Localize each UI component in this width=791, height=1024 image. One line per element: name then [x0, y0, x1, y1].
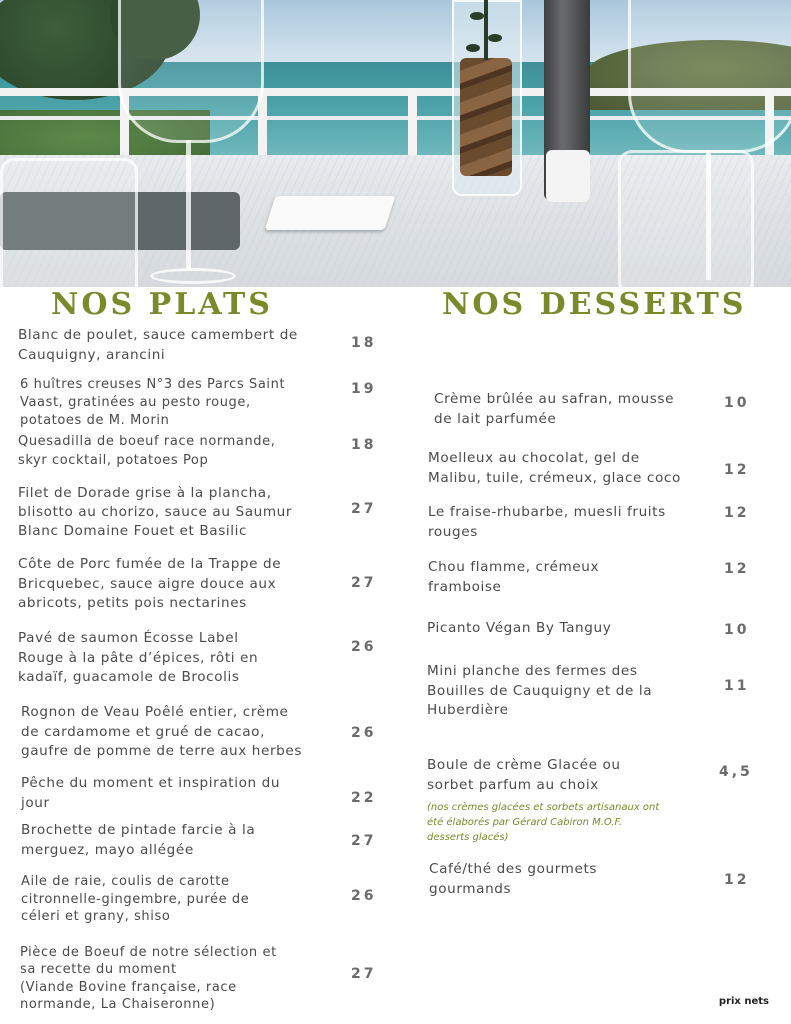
plat-item — [18, 629, 258, 688]
dessert-item — [427, 619, 611, 639]
header-photo — [0, 0, 791, 287]
plat-name: Aile de raie, coulis de carotte citronnelle-gingembre, purée de céleri et grany, shiso — [21, 874, 250, 924]
dessert-name: Crème brûlée au safran, mousse de lait parfumée — [434, 391, 675, 427]
wine-glass — [628, 0, 791, 153]
plat-name: Filet de Dorade grise à la plancha, blisotto au chorizo, sauce au Saumur Blanc Domaine Fouet et Basilic — [18, 485, 293, 539]
plat-price: 27 — [351, 575, 377, 591]
dessert-item — [427, 756, 621, 795]
plat-name: Pavé de saumon Écosse Label Rouge à la pâte d’épices, rôti en kadaïf, guacamole de Brocolis — [18, 630, 259, 686]
plat-name: Pièce de Boeuf de notre sélection et sa recette du moment (Viande Bovine française, race normande, La Chaiseronne) — [20, 945, 277, 1012]
dessert-price: 12 — [724, 872, 750, 888]
dessert-item — [434, 390, 674, 429]
plat-item — [18, 433, 275, 470]
wine-glass — [118, 0, 264, 143]
plat-price: 22 — [351, 790, 377, 806]
dessert-price: 11 — [724, 678, 750, 694]
plat-item — [20, 376, 285, 429]
plat-item — [21, 774, 280, 813]
leaf — [488, 34, 502, 42]
plat-item — [20, 944, 277, 1013]
plat-price: 27 — [351, 833, 377, 849]
plat-name: Rognon de Veau Poêlé entier, crème de cardamome et grué de cacao, gaufre de pomme de terre aux herbes — [21, 704, 303, 760]
plat-item — [18, 555, 281, 614]
plat-name: 6 huîtres creuses N°3 des Parcs Saint Vaast, gratinées au pesto rouge, potatoes de M. Morin — [20, 377, 286, 428]
dessert-name: Café/thé des gourmets gourmands — [429, 861, 598, 897]
dessert-name: Chou flamme, crémeux framboise — [428, 559, 600, 595]
dessert-price: 10 — [724, 622, 750, 638]
footer-note: prix nets — [718, 996, 769, 1007]
dessert-price: 12 — [724, 505, 750, 521]
dessert-item — [429, 860, 597, 899]
leaf — [466, 44, 480, 52]
water-glass — [618, 150, 754, 287]
plat-price: 27 — [351, 501, 377, 517]
dessert-name: Boule de crème Glacée ou sorbet parfum au choix — [427, 757, 621, 793]
plat-price: 19 — [351, 381, 377, 397]
plant-stem — [484, 0, 488, 60]
heading-plats: NOS PLATS — [51, 287, 273, 322]
plat-item — [18, 484, 292, 540]
water-glass — [0, 158, 138, 287]
dessert-note: (nos crèmes glacées et sorbets artisanaux ont été élaborés par Gérard Cabiron M.O.F. desserts glacés) — [427, 802, 660, 843]
plat-name: Blanc de poulet, sauce camembert de Cauquigny, arancini — [18, 327, 298, 363]
plat-item — [21, 821, 255, 860]
corks — [460, 58, 512, 176]
dessert-item — [428, 449, 681, 488]
dessert-item — [428, 503, 666, 542]
dessert-price: 12 — [724, 462, 750, 478]
plat-name: Pêche du moment et inspiration du jour — [21, 775, 281, 811]
dessert-name: Le fraise-rhubarbe, muesli fruits rouges — [428, 504, 666, 540]
plat-price: 27 — [351, 966, 377, 982]
plat-price: 26 — [351, 639, 377, 655]
plat-price: 18 — [351, 335, 377, 351]
plat-name: Quesadilla de boeuf race normande, skyr cocktail, potatoes Pop — [18, 434, 276, 468]
salt-shaker — [546, 150, 590, 202]
dessert-name: Moelleux au chocolat, gel de Malibu, tuile, crémeux, glace coco — [428, 450, 681, 486]
dessert-item — [427, 662, 652, 721]
plate — [264, 196, 395, 230]
heading-desserts: NOS DESSERTS — [442, 287, 747, 322]
plat-price: 26 — [351, 725, 377, 741]
dessert-price: 4,5 — [719, 764, 753, 780]
wine-glass-foot — [150, 268, 236, 284]
dessert-price: 12 — [724, 561, 750, 577]
plat-item — [21, 703, 302, 762]
plat-item — [18, 326, 298, 365]
dessert-name: Picanto Végan By Tanguy — [427, 620, 612, 636]
plat-item — [21, 873, 249, 926]
plat-price: 26 — [351, 888, 377, 904]
dessert-price: 10 — [724, 395, 750, 411]
leaf — [470, 12, 484, 20]
plat-name: Brochette de pintade farcie à la merguez, mayo allégée — [21, 822, 256, 858]
dessert-item — [428, 558, 599, 597]
plat-price: 18 — [351, 437, 377, 453]
wine-glass-stem — [186, 140, 191, 270]
plat-name: Côte de Porc fumée de la Trappe de Bricquebec, sauce aigre douce aux abricots, petits pois nectarines — [18, 556, 282, 612]
dessert-name: Mini planche des fermes des Bouilles de Cauquigny et de la Huberdière — [427, 663, 653, 719]
